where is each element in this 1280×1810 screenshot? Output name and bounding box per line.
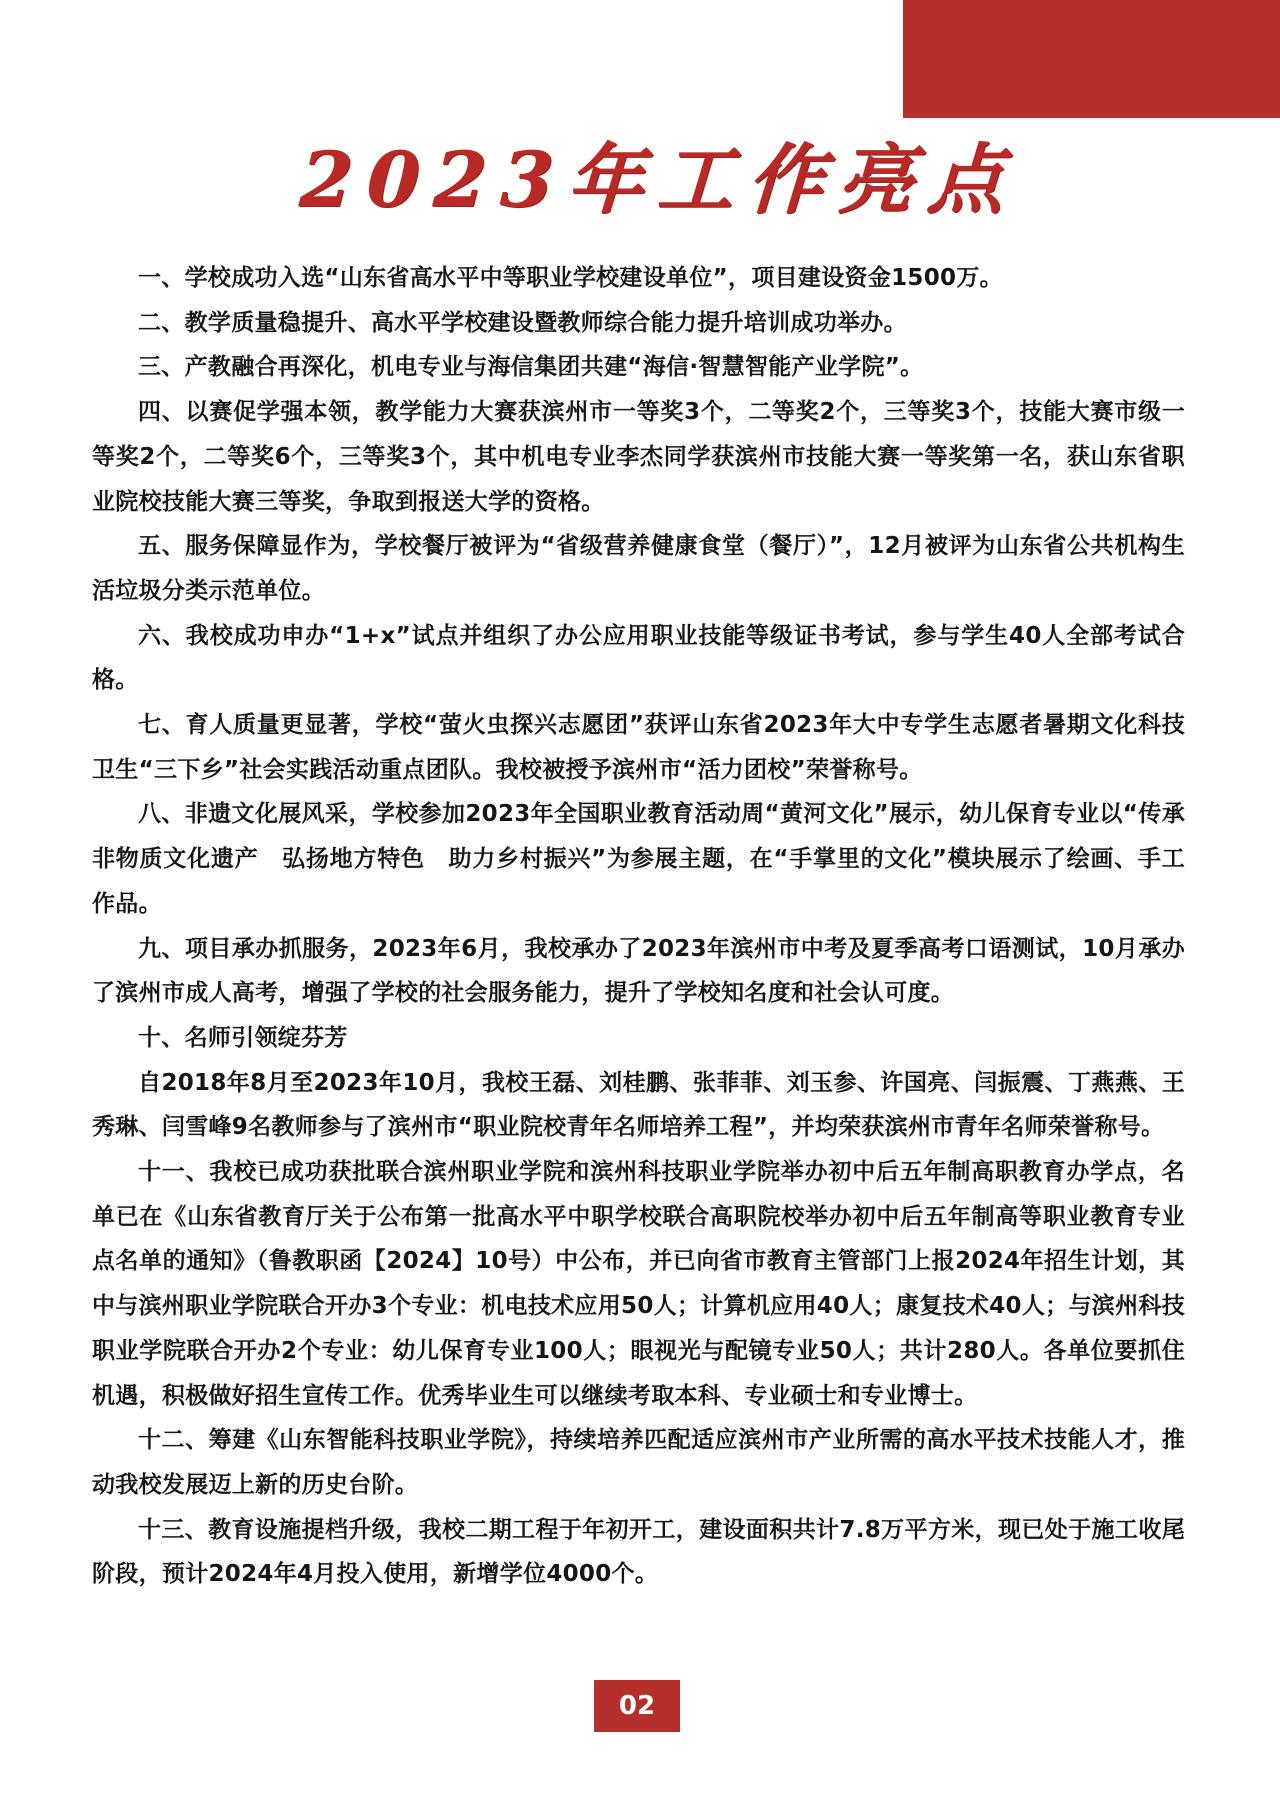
page-title: 2023年工作亮点: [297, 135, 1020, 224]
paragraph-9: 九、项目承办抓服务，2023年6月，我校承办了2023年滨州市中考及夏季高考口语测试，10月承办了滨州市成人高考，增强了学校的社会服务能力，提升了学校知名度和社会认可度。: [92, 935, 1185, 1007]
paragraph-1: 一、学校成功入选“山东省高水平中等职业学校建设单位”，项目建设资金1500万。: [138, 265, 1003, 291]
paragraph-11: 十一、我校已成功获批联合滨州职业学院和滨州科技职业学院举办初中后五年制高职教育办学点，名单已在《山东省教育厅关于公布第一批高水平中职学校联合高职院校举办初中后五年制高等职业教育专业点名单的通知》（鲁教职函【2024】10号）中公布，并已向省市教育主管部门上报2024年招生计划，其中与滨州职业学院联合开办3个专业：机电技术应用50人；计算机应用40人；康复技术40人；与滨州科技职业学院联合开办2个专业：幼儿保育专业100人；眼视光与配镜专业50人；共计280人。各单位要抓住机遇，积极做好招生宣传工作。优秀毕业生可以继续考取本科、专业硕士和专业博士。: [92, 1159, 1185, 1409]
paragraph-3: 三、产教融合再深化，机电专业与海信集团共建“海信·智慧智能产业学院”。: [138, 354, 924, 381]
paragraph-13: 十三、教育设施提档升级，我校二期工程于年初开工，建设面积共计7.8万平方米，现已处于施工收尾阶段，预计2024年4月投入使用，新增学位4000个。: [92, 1516, 1185, 1588]
paragraph-6: 六、我校成功申办“1+x”试点并组织了办公应用职业技能等级证书考试，参与学生40人全部考试合格。: [92, 622, 1185, 694]
paragraph-8: 八、非遗文化展风采，学校参加2023年全国职业教育活动周“黄河文化”展示，幼儿保育专业以“传承非物质文化遗产 弘扬地方特色 助力乡村振兴”为参展主题，在“手掌里的文化”模块展示了绘画、手工作品。: [92, 801, 1185, 917]
paragraph-10-heading: 十、名师引领绽芬芳: [138, 1024, 348, 1051]
page-number-badge: 02: [594, 1680, 680, 1732]
corner-accent-block: [903, 0, 1280, 118]
paragraph-4: 四、以赛促学强本领，教学能力大赛获滨州市一等奖3个，二等奖2个，三等奖3个，技能大赛市级一等奖2个，二等奖6个，三等奖3个，其中机电专业李杰同学获滨州市技能大赛一等奖第一名，获山东省职业院校技能大赛三等奖，争取到报送大学的资格。: [92, 399, 1185, 515]
paragraph-10-body: 自2018年8月至2023年10月，我校王磊、刘桂鹏、张菲菲、刘玉参、许国亮、闫振震、丁燕燕、王秀琳、闫雪峰9名教师参与了滨州市“职业院校青年名师培养工程”，并均荣获滨州市青年名师荣誉称号。: [92, 1069, 1185, 1141]
paragraph-7: 七、育人质量更显著，学校“萤火虫探兴志愿团”获评山东省2023年大中专学生志愿者暑期文化科技卫生“三下乡”社会实践活动重点团队。我校被授予滨州市“活力团校”荣誉称号。: [92, 712, 1185, 783]
paragraph-2: 二、教学质量稳提升、高水平学校建设暨教师综合能力提升培训成功举办。: [138, 309, 907, 336]
paragraph-5: 五、服务保障显作为，学校餐厅被评为“省级营养健康食堂（餐厅）”，12月被评为山东省公共机构生活垃圾分类示范单位。: [92, 533, 1185, 604]
paragraph-12: 十二、筹建《山东智能科技职业学院》，持续培养匹配适应滨州市产业所需的高水平技术技能人才，推动我校发展迈上新的历史台阶。: [92, 1427, 1185, 1498]
document-body: [92, 256, 1185, 1597]
